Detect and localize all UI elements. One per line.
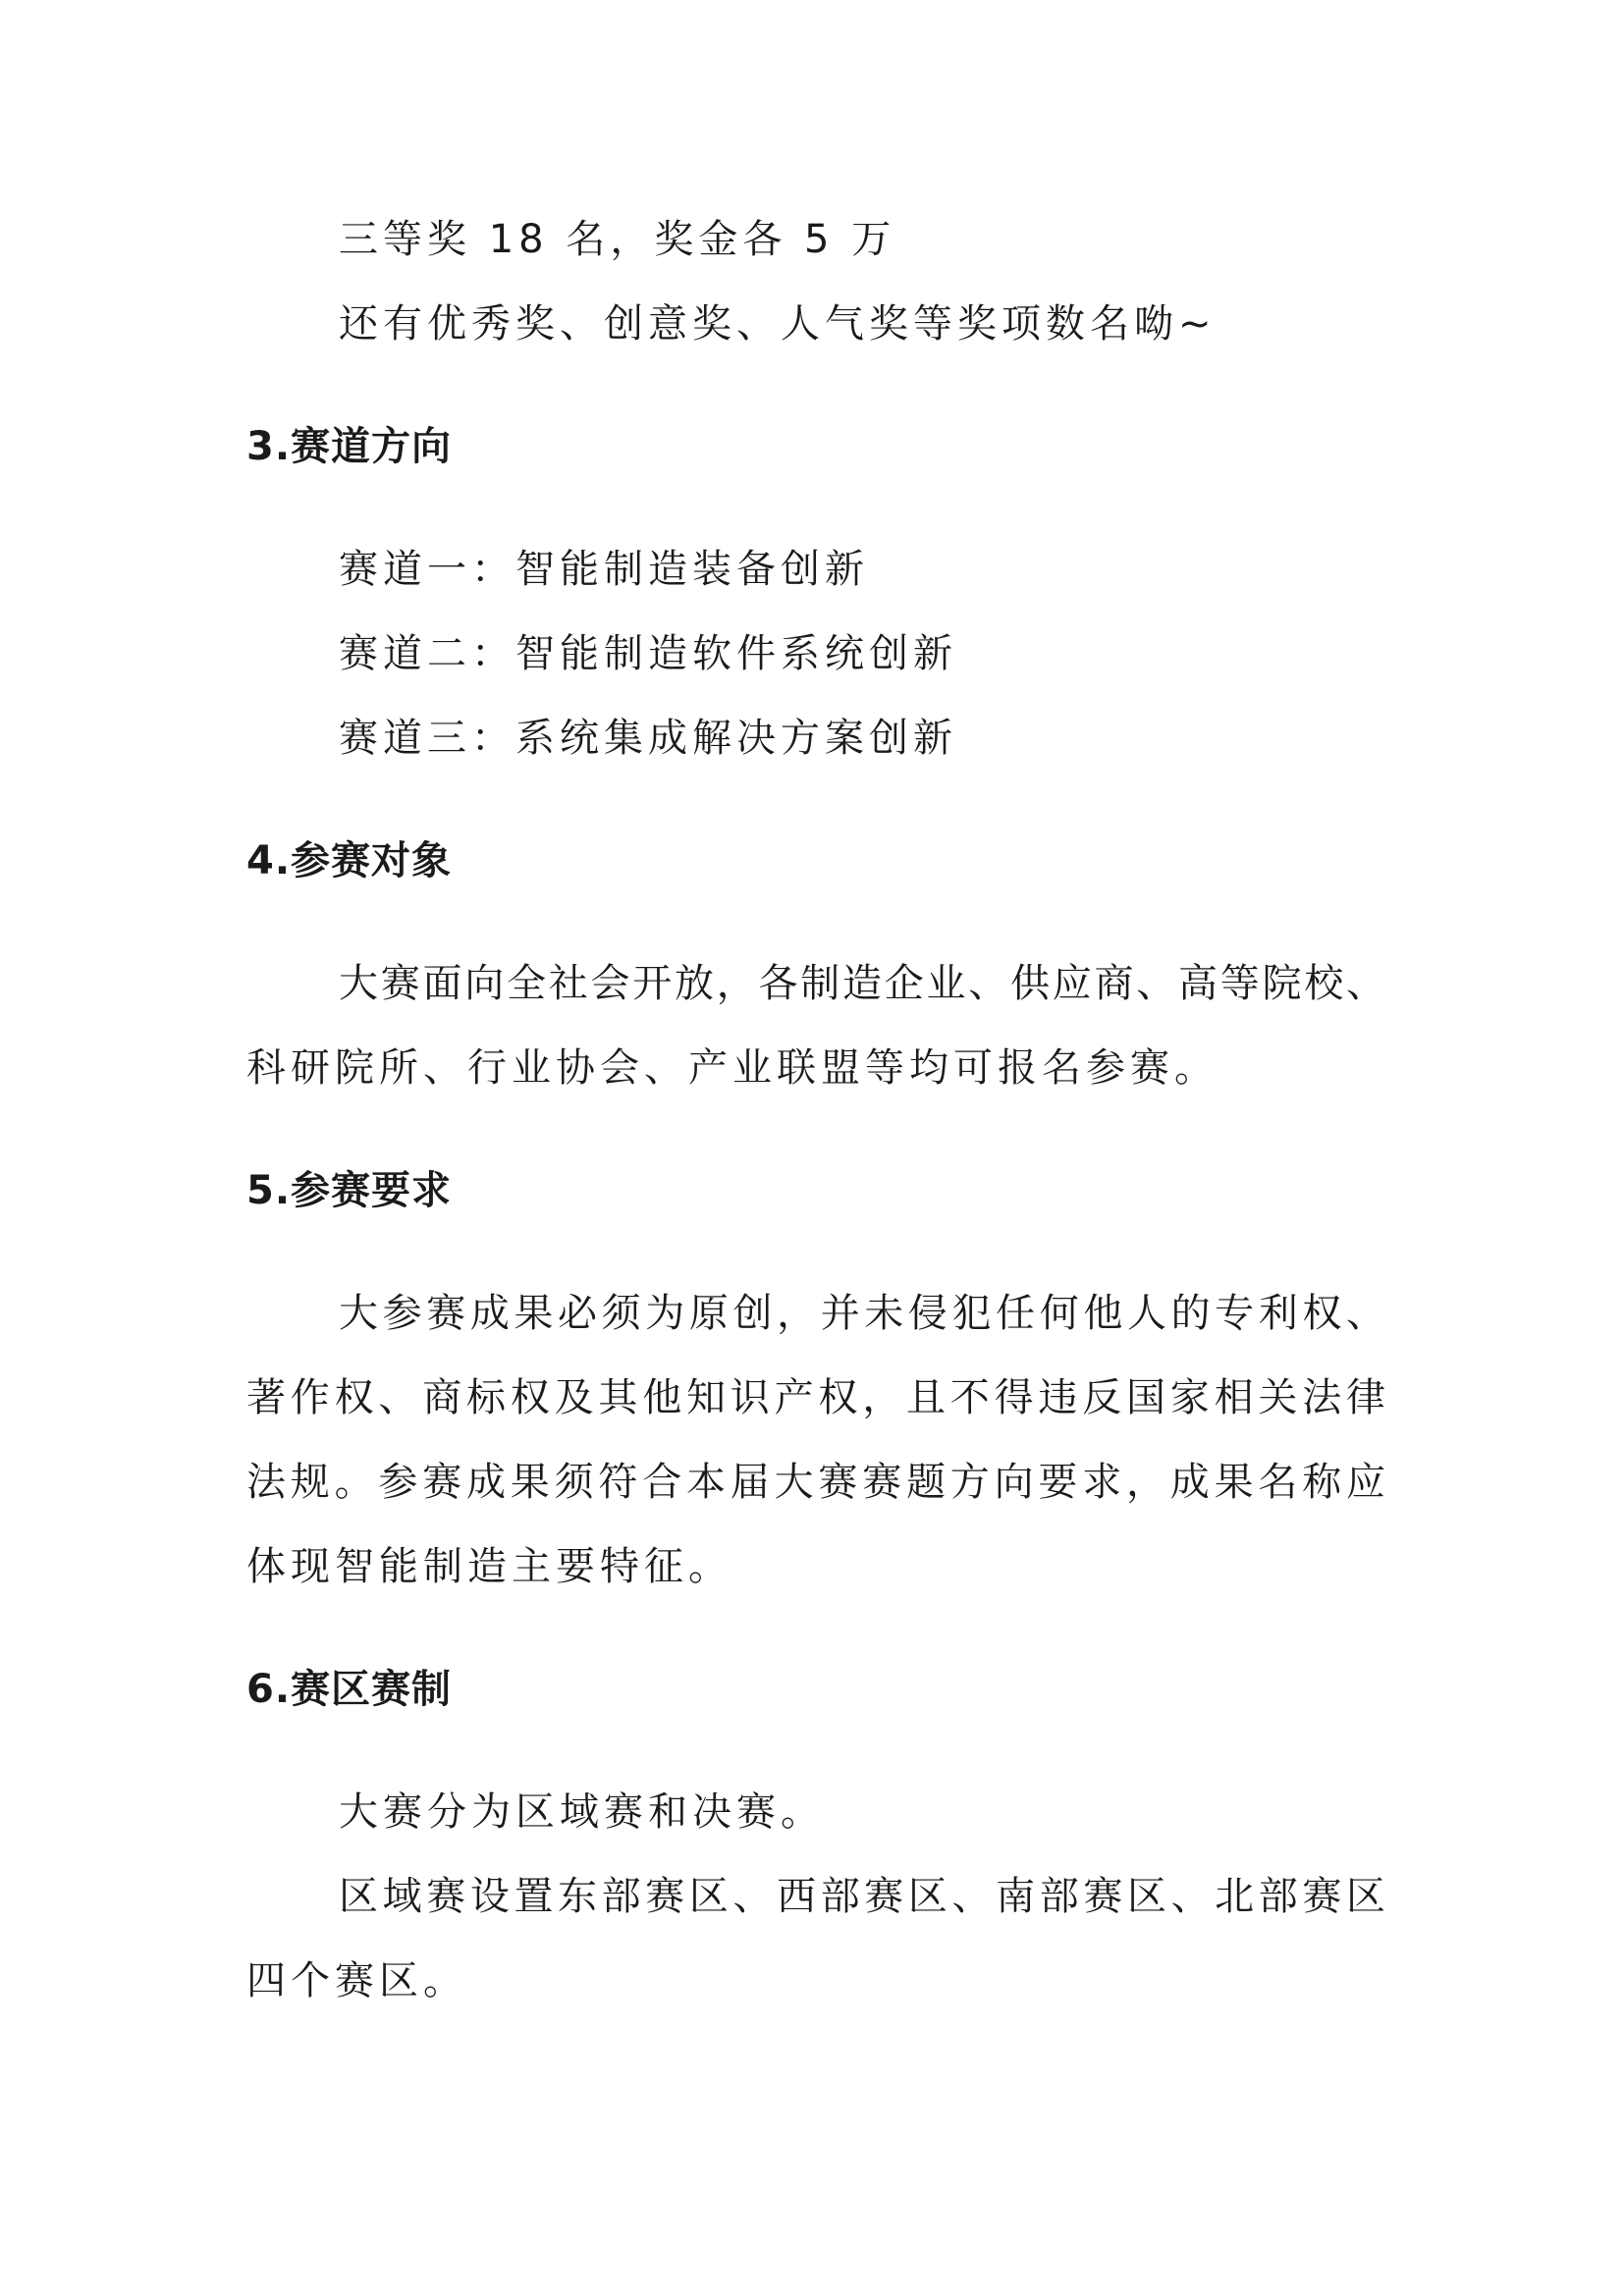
section-4-line-2: 科研院所、行业协会、产业联盟等均可报名参赛。 <box>246 1045 1218 1091</box>
section-5-heading: 5.参赛要求 <box>246 1168 453 1213</box>
section-6-para-1: 大赛分为区域赛和决赛。 <box>339 1789 825 1835</box>
section-6-para-2-line-2: 四个赛区。 <box>246 1958 467 2003</box>
section-4-heading: 4.参赛对象 <box>246 838 453 883</box>
section-3-heading: 3.赛道方向 <box>246 424 453 469</box>
section-6-heading: 6.赛区赛制 <box>246 1667 453 1712</box>
track-3: 赛道三：系统集成解决方案创新 <box>339 716 957 761</box>
section-5-line-3: 法规。参赛成果须符合本届大赛赛题方向要求，成果名称应 <box>246 1460 1385 1505</box>
section-5-line-4: 体现智能制造主要特征。 <box>246 1544 732 1589</box>
section-4-line-1: 大赛面向全社会开放，各制造企业、供应商、高等院校、 <box>339 961 1385 1006</box>
section-6-para-2-line-1: 区域赛设置东部赛区、西部赛区、南部赛区、北部赛区 <box>339 1874 1385 1919</box>
section-5-line-2: 著作权、商标权及其他知识产权，且不得违反国家相关法律 <box>246 1375 1385 1420</box>
track-2: 赛道二：智能制造软件系统创新 <box>339 631 957 676</box>
third-prize-text: 三等奖 18 名，奖金各 5 万 <box>339 217 896 262</box>
other-prizes-text: 还有优秀奖、创意奖、人气奖等奖项数名呦~ <box>339 301 1217 347</box>
track-1: 赛道一：智能制造装备创新 <box>339 547 869 592</box>
section-5-line-1: 大参赛成果必须为原创，并未侵犯任何他人的专利权、 <box>339 1291 1385 1336</box>
